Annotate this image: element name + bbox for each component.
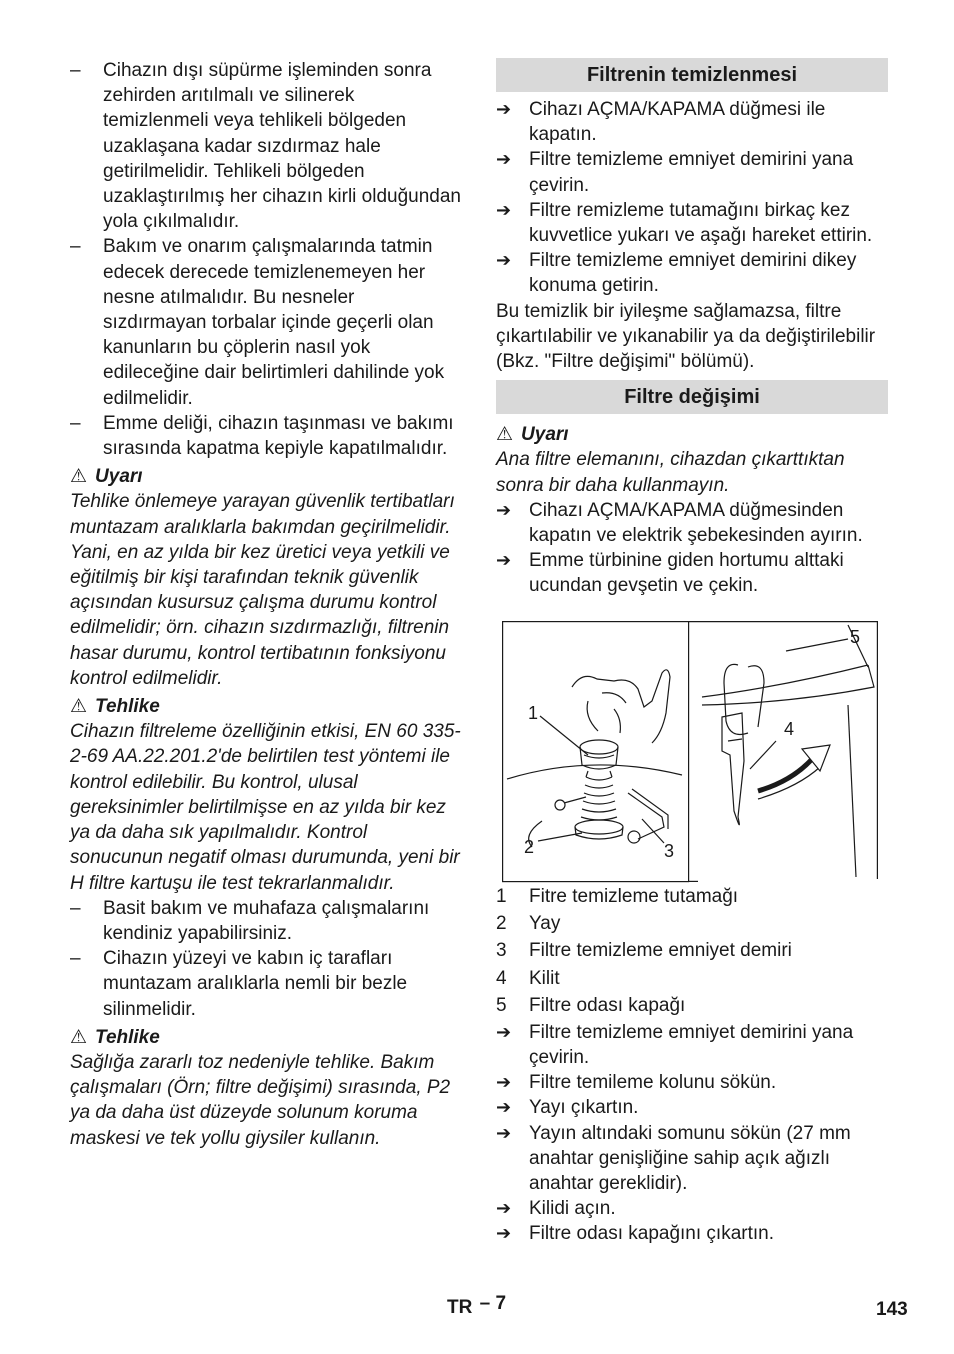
arrow-right-icon: ➔ xyxy=(496,550,512,571)
list-item-text: Bakım ve onarım çalışmalarında tatmin edecek derecede temizlenemeyen her nesne atılmalıdır. Bu nesneler sızdırmayan torbalar içinde geçerli olan kanunların bu çöplerin nasıl yok edileceğine dair belirtimleri dahilinde yok edilmelidir. xyxy=(103,236,445,409)
list-item-text: Cihazın yüzeyi ve kabın iç tarafları muntazam aralıklarla nemli bir bezle silinmelidir. xyxy=(103,948,408,1020)
footer-language: TR xyxy=(447,1297,473,1318)
legend-item xyxy=(496,992,888,1019)
step-text: Filtre odası kapağını çıkartın. xyxy=(529,1223,775,1245)
step-item xyxy=(496,1095,888,1120)
step-list xyxy=(496,97,888,299)
legend-item xyxy=(496,883,888,910)
dash-marker: – xyxy=(70,60,81,81)
legend-text: Filtre odası kapağı xyxy=(529,995,686,1017)
legend-number: 4 xyxy=(496,967,507,989)
step-list xyxy=(496,498,888,599)
warning-title: Uyarı xyxy=(95,466,143,488)
danger-heading xyxy=(70,694,462,719)
step-text: Filtre temizleme emniyet demirini dikey konuma getirin. xyxy=(529,250,857,297)
callout-5: 5 xyxy=(850,626,861,647)
step-text: Filtre temileme kolunu sökün. xyxy=(529,1072,777,1094)
step-text: Yayı çıkartın. xyxy=(529,1097,639,1119)
list-item xyxy=(70,411,462,461)
step-text: Emme türbinine giden hortumu alttaki ucundan gevşetin ve çekin. xyxy=(529,550,844,597)
dash-list-1 xyxy=(70,58,462,461)
step-text: Filtre remizleme tutamağını birkaç kez kuvvetlice yukarı ve aşağı hareket ettirin. xyxy=(529,199,873,247)
danger-text: Cihazın filtreleme özelliğinin etkisi, EN 60 335-2-69 AA.22.201.2'de belirtilen test yöntemi ile kontrol edilebilir. Bu kontrol, ulusal gereksinimler belirtilmişse en az yılda bir kez ya da daha sık yapılmalıdır. Kontrol sonucunun negatif olması durumunda, yeni bir H filtre kartuşu ile test tekrarlanmalıdır. xyxy=(70,721,461,894)
legend-number: 3 xyxy=(496,940,507,962)
arrow-right-icon: ➔ xyxy=(496,149,512,170)
footer-language-page xyxy=(447,1293,507,1319)
filter-illustration xyxy=(502,621,878,883)
dash-list-2 xyxy=(70,896,462,1022)
list-item xyxy=(70,234,462,410)
figure-legend xyxy=(496,883,888,1020)
arrow-right-icon: ➔ xyxy=(496,1072,512,1093)
dash-marker: – xyxy=(70,948,81,970)
legend-item xyxy=(496,910,888,937)
step-item xyxy=(496,498,888,548)
danger-title: Tehlike xyxy=(95,696,160,718)
page-number: 143 xyxy=(876,1299,908,1320)
legend-text: Fitre temizleme tutamağı xyxy=(529,885,739,907)
callout-1: 1 xyxy=(528,702,539,723)
legend-text: Kilit xyxy=(529,967,560,989)
warning-icon: ⚠ xyxy=(70,1026,88,1048)
dash-marker: – xyxy=(70,412,81,434)
legend-text: Filtre temizleme emniyet demiri xyxy=(529,940,792,962)
legend-item xyxy=(496,965,888,992)
legend-number: 2 xyxy=(496,913,507,935)
filter-diagram xyxy=(502,621,878,883)
list-item xyxy=(70,58,462,234)
arrow-right-icon: ➔ xyxy=(496,199,512,220)
warning-heading xyxy=(496,422,888,447)
list-item-text: Basit bakım ve muhafaza çalışmalarını kendiniz yapabilirsiniz. xyxy=(103,897,430,944)
list-item xyxy=(70,946,462,1022)
step-text: Filtre temizleme emniyet demirini yana çevirin. xyxy=(529,149,854,196)
arrow-right-icon: ➔ xyxy=(496,1021,512,1042)
step-item xyxy=(496,1221,888,1246)
warning-icon: ⚠ xyxy=(496,424,514,446)
legend-item xyxy=(496,937,888,964)
arrow-right-icon: ➔ xyxy=(496,99,512,119)
left-column xyxy=(70,58,462,1151)
warning-heading xyxy=(70,464,462,489)
step-item xyxy=(496,248,888,298)
step-text: Yayın altındaki somunu sökün (27 mm anahtar genişliğine sahip açık ağızlı anahtar gereklidir). xyxy=(529,1122,851,1194)
list-item-text: Cihazın dışı süpürme işleminden sonra zehirden arıtılmalı ve silinerek temizlenmeli veya tehlikeli bölgeden uzaklaşana kadar sızdırmaz hale getirilmelidir. Tehlikeli bölgeden uzaklaştırılmış her cihazın kirli olduğundan yola çıkılmalıdır. xyxy=(103,60,462,233)
warning-text: Tehlike önlemeye yarayan güvenlik tertibatları muntazam aralıklarla bakımdan geçirilmelidir. Yani, en az yılda bir kez üretici veya yetkili ve eğitilmiş bir kişi tarafından teknik güvenlik açısından kusursuz çalışma durumu kontrol edilmelidir; örn. cihazın sızdırmazlığı, filtrenin hasar durumu, kontrol tertibatının fonksiyonu kontrol edilmelidir. xyxy=(70,491,455,689)
legend-number: 5 xyxy=(496,995,507,1017)
step-item xyxy=(496,1196,888,1221)
callout-2: 2 xyxy=(524,836,535,857)
warning-text: Ana filtre elemanını, cihazdan çıkarttıktan sonra bir daha kullanmayın. xyxy=(496,449,845,496)
danger-text: Sağlığa zararlı toz nedeniyle tehlike. Bakım çalışmaları (Örn; filtre değişimi) sırasında, P2 ya da daha üst düzeyde solunum koruma maskesi ve tek yollu giysiler kullanın. xyxy=(70,1051,451,1149)
section-heading: Filtre değişimi xyxy=(496,380,888,414)
dash-marker: – xyxy=(70,897,81,919)
dash-marker: – xyxy=(70,236,81,258)
arrow-right-icon: ➔ xyxy=(496,1097,512,1118)
warning-icon: ⚠ xyxy=(70,696,88,718)
step-item xyxy=(496,548,888,598)
step-text: Filtre temizleme emniyet demirini yana çevirin. xyxy=(529,1021,854,1068)
arrow-right-icon: ➔ xyxy=(496,499,512,520)
warning-icon: ⚠ xyxy=(70,466,88,488)
list-item-text: Emme deliği, cihazın taşınması ve bakımı sırasında kapatma kepiyle kapatılmalıdır. xyxy=(103,412,454,460)
step-item xyxy=(496,1020,888,1070)
step-item xyxy=(496,1070,888,1095)
step-text: Cihazı AÇMA/KAPAMA düğmesi ile kapatın. xyxy=(529,99,826,146)
arrow-right-icon: ➔ xyxy=(496,1223,512,1244)
legend-text: Yay xyxy=(529,913,561,935)
arrow-right-icon: ➔ xyxy=(496,250,512,271)
paragraph: Bu temizlik bir iyileşme sağlamazsa, filtre çıkartılabilir ve yıkanabilir ya da değiştirilebilir (Bkz. "Filtre değişimi" bölümü). xyxy=(496,300,876,373)
step-text: Kilidi açın. xyxy=(529,1198,616,1220)
legend-number: 1 xyxy=(496,885,507,907)
step-item xyxy=(496,1121,888,1197)
warning-title: Uyarı xyxy=(521,424,569,446)
step-list xyxy=(496,1020,888,1247)
step-item xyxy=(496,97,888,147)
callout-3: 3 xyxy=(664,840,675,861)
right-column xyxy=(496,58,888,1247)
danger-heading xyxy=(70,1025,462,1050)
step-text: Cihazı AÇMA/KAPAMA düğmesinden kapatın ve elektrik şebekesinden ayırın. xyxy=(529,499,863,547)
danger-title: Tehlike xyxy=(95,1026,160,1048)
step-item xyxy=(496,147,888,197)
step-item xyxy=(496,198,888,248)
callout-4: 4 xyxy=(784,718,795,739)
arrow-right-icon: ➔ xyxy=(496,1198,512,1219)
section-heading: Filtrenin temizlenmesi xyxy=(496,58,888,92)
footer-lang-page: – 7 xyxy=(479,1293,507,1314)
arrow-right-icon: ➔ xyxy=(496,1122,512,1143)
list-item xyxy=(70,896,462,946)
